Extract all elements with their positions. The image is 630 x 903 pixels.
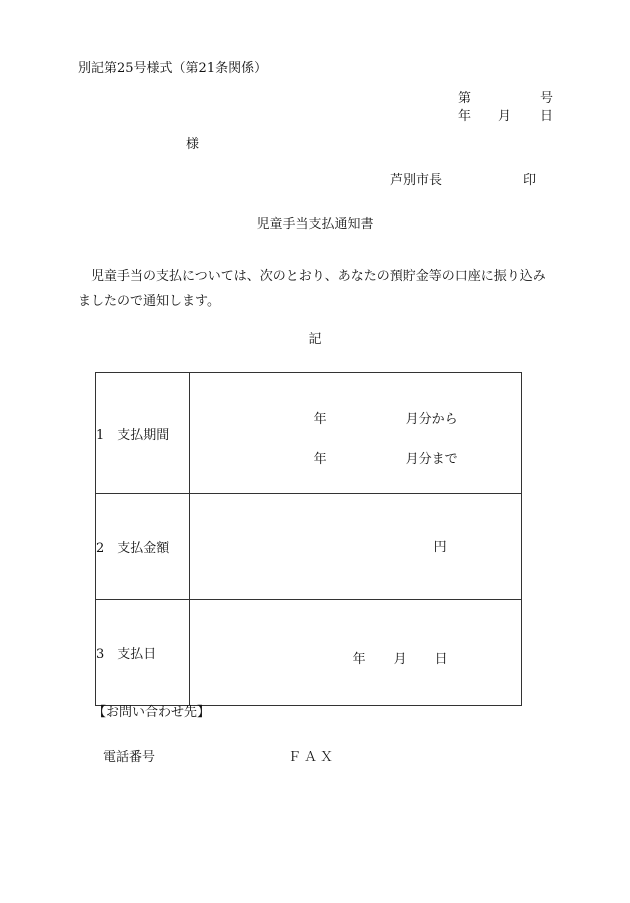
fax-label: ＦＡＸ [288,750,337,765]
period-from-month: 月分から [405,412,458,427]
issue-date-day: 日 [540,109,554,124]
payment-amount-value [189,494,521,600]
payment-period-value [189,373,521,494]
issue-date-month: 月 [498,109,512,124]
issue-number-prefix: 第 [458,91,472,106]
contact-heading: 【お問い合わせ先】 [93,705,211,720]
payment-amount-label: 2 支払金額 [96,494,190,600]
period-to-month: 月分まで [405,452,458,467]
payment-date-row [96,600,522,706]
document-title: 児童手当支払通知書 [256,217,374,232]
seal-mark: 印 [523,173,537,188]
period-to-year: 年 [313,452,327,467]
payment-date-value [189,600,521,706]
issue-date-year: 年 [458,109,472,124]
payment-amount-row [96,494,522,600]
addressee-honorific: 様 [186,137,200,152]
payment-period-label: 1 支払期間 [96,373,190,494]
issue-number-suffix: 号 [540,91,554,106]
phone-number-label: 電話番号 [103,750,156,765]
period-from-year: 年 [313,412,327,427]
notice-body-text: 児童手当の支払については、次のとおり、あなたの預貯金等の口座に振り込みましたので通知します。 [78,269,546,309]
amount-unit-yen: 円 [433,540,447,555]
payment-date-day: 日 [434,652,448,667]
payment-period-row [96,373,522,494]
ki-heading: 記 [308,332,322,347]
sender-mayor: 芦別市長 [390,173,443,188]
payment-date-label: 3 支払日 [96,600,190,706]
form-number: 別記第25号様式（第21条関係） [78,61,268,76]
payment-details-table [95,372,522,706]
payment-date-month: 月 [393,652,407,667]
payment-date-year: 年 [352,652,366,667]
